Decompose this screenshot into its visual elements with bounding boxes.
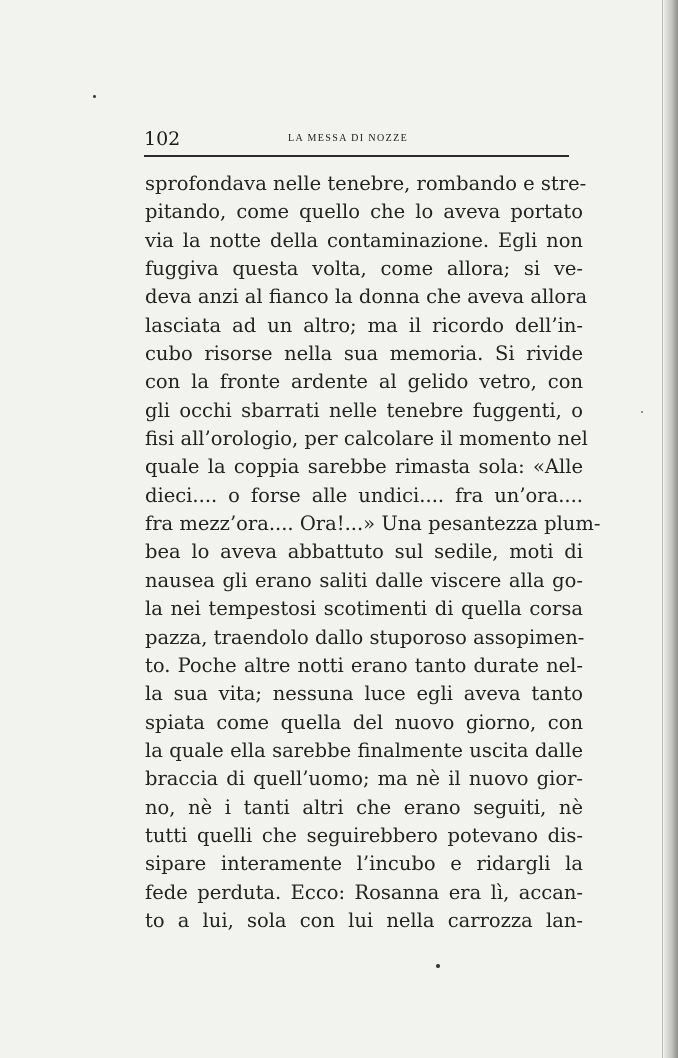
paper-speck (93, 95, 96, 98)
text-line: fra mezz’ora.... Ora!...» Una pesantezza plum- (145, 512, 601, 536)
text-line: spiata come quella del nuovo giorno, con (145, 710, 583, 734)
text-line: la quale ella sarebbe finalmente uscita dalle (145, 738, 583, 762)
running-head (144, 127, 569, 151)
text-line: la sua vita; nessuna luce egli aveva tanto (145, 682, 583, 706)
body-text (145, 170, 601, 935)
text-line: cubo risorse nella sua memoria. Si rivide (145, 342, 583, 366)
text-line: sipare interamente l’incubo e ridargli la (145, 852, 583, 876)
text-line: pazza, traendolo dallo stuporoso assopimen- (145, 625, 585, 649)
paper-speck (641, 411, 643, 413)
text-line: to a lui, sola con lui nella carrozza lan- (145, 908, 583, 932)
text-line: lasciata ad un altro; ma il ricordo dell’in- (145, 313, 583, 337)
running-title: LA MESSA DI NOZZE (288, 133, 409, 144)
page-edge-shadow (664, 0, 678, 1058)
header-rule (144, 155, 569, 157)
text-line: to. Poche altre notti erano tanto durate nel- (145, 653, 583, 677)
text-line: fuggiva questa volta, come allora; si ve- (145, 257, 583, 281)
text-line: dieci.... o forse alle undici.... fra un’ora.... (145, 483, 583, 507)
text-line: gli occhi sbarrati nelle tenebre fuggenti, o (145, 398, 583, 422)
text-line: nausea gli erano saliti dalle viscere alla go- (145, 568, 583, 592)
text-line: con la fronte ardente al gelido vetro, con (145, 370, 583, 394)
text-line: no, nè i tanti altri che erano seguiti, nè (145, 795, 583, 819)
text-line: via la notte della contaminazione. Egli non (145, 228, 583, 252)
text-line: braccia di quell’uomo; ma nè il nuovo gior- (145, 767, 583, 791)
text-line: quale la coppia sarebbe rimasta sola: «Alle (145, 455, 583, 479)
page-edge-line (662, 0, 663, 1058)
text-line: sprofondava nelle tenebre, rombando e stre- (145, 172, 587, 195)
text-line: bea lo aveva abbattuto sul sedile, moti di (145, 540, 583, 564)
page-number: 102 (144, 128, 181, 150)
text-line: pitando, come quello che lo aveva portato (145, 200, 583, 224)
paper-speck (436, 964, 440, 968)
text-line: fede perduta. Ecco: Rosanna era lì, accan- (145, 880, 583, 904)
text-line: la nei tempestosi scotimenti di quella corsa (145, 597, 583, 621)
text-line: deva anzi al fianco la donna che aveva allora (145, 285, 588, 309)
text-line: fisi all’orologio, per calcolare il momento nel (145, 427, 588, 451)
text-line: tutti quelli che seguirebbero potevano dis- (145, 823, 583, 847)
